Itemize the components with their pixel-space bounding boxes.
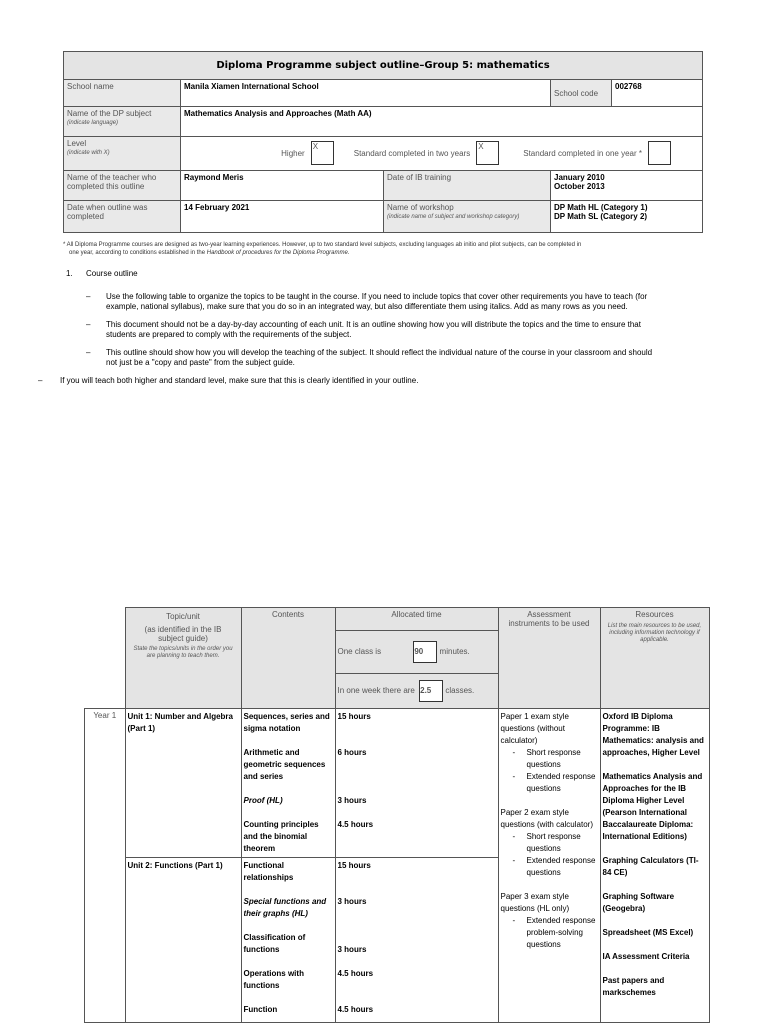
- instruction-item: – Use the following table to organize the topics to be taught in the course. If you need to include topics that cover other requirements you have to teach (for example, national syllabus), make sure that you do so in an integrated way, but also differentiate them using italics. Add as many rows as you need.: [86, 292, 648, 311]
- workshop-label: Name of workshop (indicate name of subject and workshop category): [384, 201, 551, 233]
- unit-1-times: 15 hours 6 hours 3 hours 4.5 hours: [335, 709, 498, 858]
- instruction-item: – This document should not be a day-by-day accounting of each unit. It is an outline showing how you will distribute the topics and the time to ensure that students are prepared to comply with the requirements of the subject.: [86, 320, 641, 339]
- year-label: Year 1: [85, 709, 126, 1023]
- level-options: [181, 137, 703, 171]
- resources-header: Resources List the main resources to be used, including information technology if applicable.: [600, 608, 709, 709]
- instructions-list: [86, 292, 706, 368]
- class-minutes-input[interactable]: 90: [413, 641, 437, 663]
- level-sl2-label: Standard completed in two years: [353, 148, 471, 158]
- unit-1-topic: Unit 1: Number and Algebra (Part 1): [125, 709, 241, 858]
- school-code-label: School code: [551, 80, 612, 106]
- course-outline-table: [84, 607, 710, 1023]
- assessment-cell: Paper 1 exam style questions (without calculator) - Short response questions - Extended response questions Paper 2 exam style questions (with calculator) - Short response questions - Extended response questions Paper 3 exam style questions (HL only) - Extended response problem-solving questions: [498, 709, 600, 1023]
- teacher-label: Name of the teacher who completed this outline: [64, 171, 181, 201]
- classes-per-week: In one week there are 2.5 classes.: [335, 674, 498, 709]
- level-higher-checkbox[interactable]: X: [311, 141, 334, 165]
- completed-label: Date when outline was completed: [64, 201, 181, 233]
- section-heading: 1. Course outline: [66, 269, 138, 278]
- footnote: * All Diploma Programme courses are designed as two-year learning experiences. However, up to two standard level subjects, excluding languages ab initio and pilot subjects, can be completed in one year, according to conditions established in the Handbook of procedures for the Diploma Programme.: [63, 242, 582, 256]
- unit-2-contents: Functional relationships Special functions and their graphs (HL) Classification of functions Operations with functions Function: [241, 858, 335, 1023]
- completed-value[interactable]: 14 February 2021: [181, 201, 384, 233]
- unit-2-topic: Unit 2: Functions (Part 1): [125, 858, 241, 1023]
- school-name-value[interactable]: Manila Xiamen International School: [181, 80, 551, 107]
- teacher-value[interactable]: Raymond Meris: [181, 171, 384, 201]
- classes-per-week-input[interactable]: 2.5: [419, 680, 443, 702]
- instruction-item: – This outline should show how you will develop the teaching of the subject. It should reflect the individual nature of the course in your classroom and should not just be a "copy and paste" from the subject guide.: [86, 348, 653, 367]
- school-code-value[interactable]: 002768: [615, 82, 642, 91]
- contents-header: Contents: [241, 608, 335, 709]
- level-label: Level (indicate with X): [64, 137, 181, 171]
- form-title: Diploma Programme subject outline–Group 5: mathematics: [64, 52, 703, 80]
- ib-training-value[interactable]: January 2010 October 2013: [551, 171, 703, 201]
- subject-label: Name of the DP subject (indicate language): [64, 107, 181, 137]
- school-name-label: School name: [64, 80, 181, 107]
- time-header: Allocated time: [335, 608, 498, 631]
- instruction-item-last: – If you will teach both higher and standard level, make sure that this is clearly identified in your outline.: [38, 376, 419, 385]
- class-length: One class is 90 minutes.: [335, 631, 498, 674]
- ib-training-label: Date of IB training: [384, 171, 551, 201]
- level-sl2-checkbox[interactable]: X: [476, 141, 499, 165]
- subject-value[interactable]: Mathematics Analysis and Approaches (Math AA): [181, 107, 703, 137]
- level-sl1-checkbox[interactable]: [648, 141, 671, 165]
- resources-cell: Oxford IB Diploma Programme: IB Mathematics: analysis and approaches, Higher Level Mathematics Analysis and Approaches for the IB Diploma Higher Level (Pearson International Baccalaureate Diploma: International Editions) Graphing Calculators (TI-84 CE) Graphing Software (Geogebra) Spreadsheet (MS Excel) IA Assessment Criteria Past papers and markschemes: [600, 709, 709, 1023]
- unit-2-times: 15 hours 3 hours 3 hours 4.5 hours 4.5 hours: [335, 858, 498, 1023]
- topic-header: Topic/unit (as identified in the IB subject guide) State the topics/units in the order you are planning to teach them.: [125, 608, 241, 709]
- level-sl1-label: Standard completed in one year *: [523, 148, 642, 158]
- workshop-value[interactable]: DP Math HL (Category 1) DP Math SL (Category 2): [551, 201, 703, 233]
- assessment-header: Assessment instruments to be used: [498, 608, 600, 709]
- unit-1-contents: Sequences, series and sigma notation Arithmetic and geometric sequences and series Proof (HL) Counting principles and the binomial theorem: [241, 709, 335, 858]
- level-higher-label: Higher: [281, 148, 305, 158]
- subject-info-table: [63, 51, 703, 233]
